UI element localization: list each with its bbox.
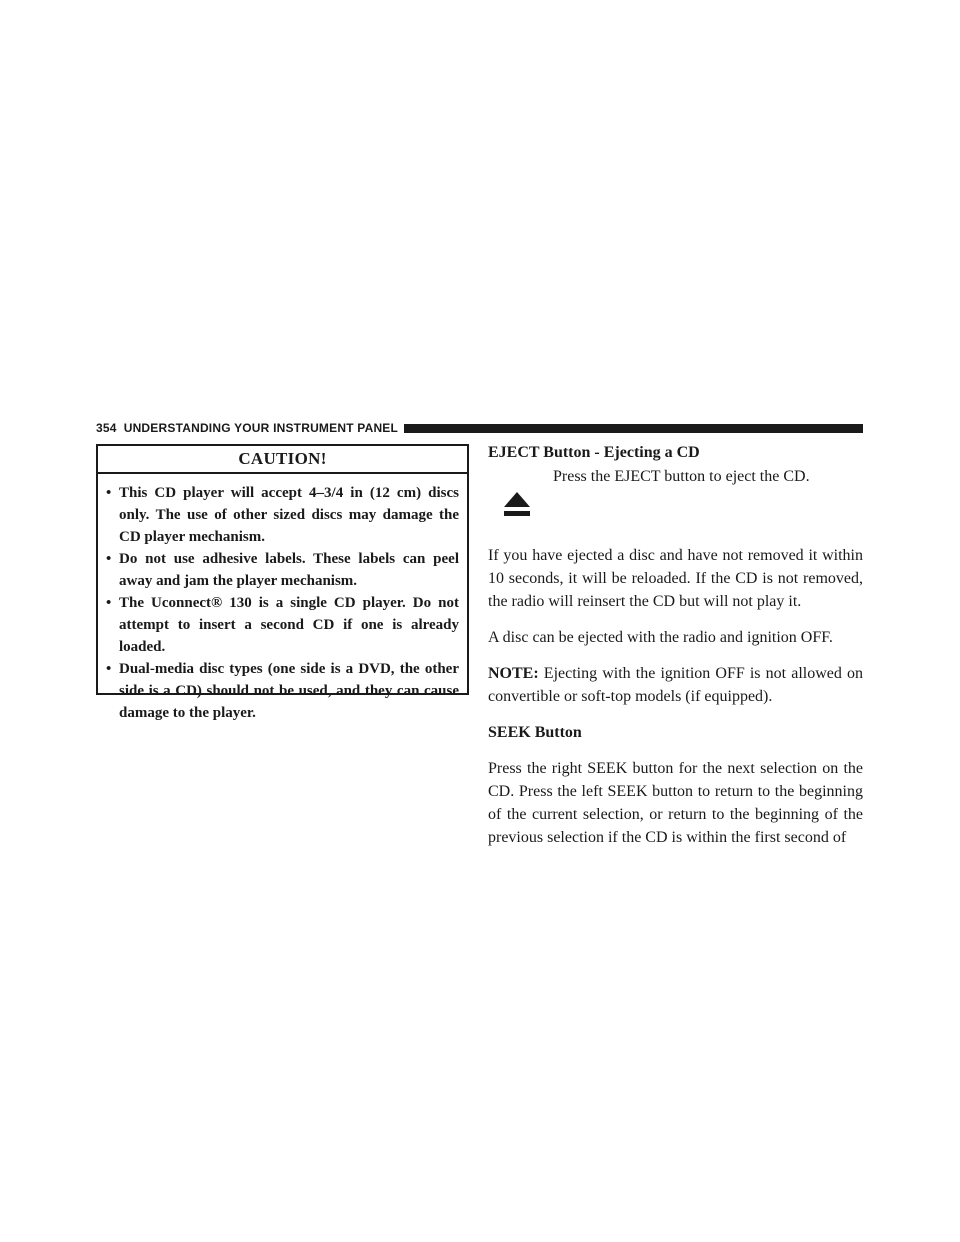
bullet: •	[106, 595, 112, 611]
seek-heading: SEEK Button	[488, 724, 582, 741]
caution-item	[106, 592, 459, 658]
bullet: •	[106, 661, 112, 677]
caution-item	[106, 548, 459, 592]
note-text: Ejecting with the ignition OFF is not allowed on convertible or soft-top models (if equipped).	[488, 665, 863, 705]
caution-item	[106, 658, 459, 724]
caution-list	[98, 474, 467, 724]
eject-icon-text: Press the EJECT button to eject the CD.	[553, 468, 810, 485]
eject-heading: EJECT Button - Ejecting a CD	[488, 444, 700, 461]
section-title: UNDERSTANDING YOUR INSTRUMENT PANEL	[123, 421, 399, 435]
bullet: •	[106, 485, 112, 501]
caution-box	[96, 444, 469, 721]
caution-item-text: Dual-media disc types (one side is a DVD, the other side is a CD) should not be used, and they can cause damage to the player.	[119, 661, 459, 721]
right-column	[488, 441, 863, 849]
page-header	[96, 419, 863, 437]
caution-title: CAUTION!	[98, 446, 467, 474]
caution-item-text: The Uconnect® 130 is a single CD player. Do not attempt to insert a second CD if one is already loaded.	[119, 595, 459, 655]
note-label: NOTE:	[488, 665, 539, 682]
bullet: •	[106, 551, 112, 567]
page-header-text	[96, 421, 398, 435]
eject-instruction	[488, 464, 863, 544]
page-number: 354	[96, 421, 117, 435]
seek-paragraph: Press the right SEEK button for the next selection on the CD. Press the left SEEK button to return to the beginning of the current selection, or return to the beginning of the previous selection if the CD is within the first second of	[488, 760, 863, 846]
caution-item	[106, 482, 459, 548]
header-rule	[404, 424, 863, 433]
note-paragraph	[488, 662, 863, 708]
eject-paragraph: If you have ejected a disc and have not removed it within 10 seconds, it will be reloaded. If the CD is not removed, the radio will reinsert the CD but will not play it.	[488, 547, 863, 610]
caution-item-text: Do not use adhesive labels. These labels can peel away and jam the player mechanism.	[119, 551, 459, 589]
eject-icon	[502, 489, 532, 519]
eject-paragraph: A disc can be ejected with the radio and ignition OFF.	[488, 629, 833, 646]
caution-item-text: This CD player will accept 4–3/4 in (12 cm) discs only. The use of other sized discs may damage the CD player mechanism.	[119, 485, 459, 545]
